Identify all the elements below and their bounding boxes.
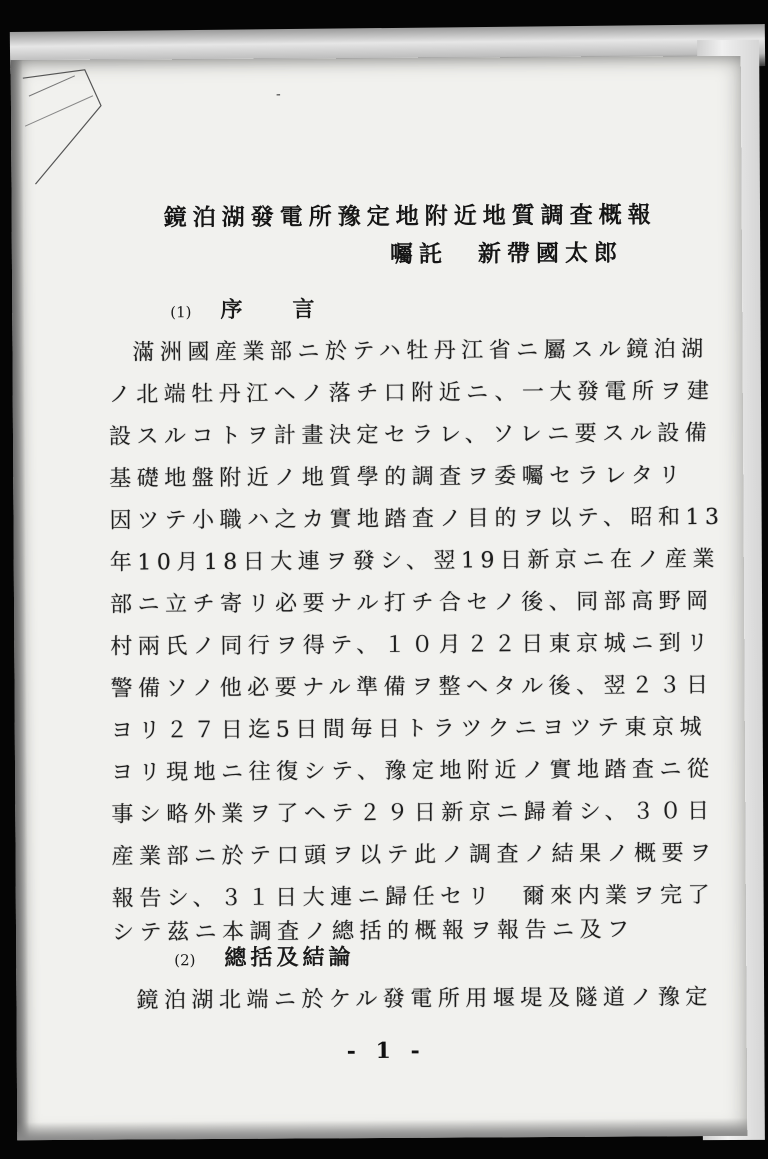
section-number: (2) [174,951,196,970]
body-line: 事シ略外業ヲ了ヘテ２９日新京ニ歸着シ、３０日 [111,798,715,828]
page-shadow-edge [11,60,30,1140]
section-number: (1) [170,303,192,322]
body-line: 産業部ニ於テ口頭ヲ以テ此ノ調査ノ結果ノ概要ヲ [111,840,717,870]
body-line: 村兩氏ノ同行ヲ得テ、１０月２２日東京城ニ到リ [110,630,714,660]
section-heading-summary [174,940,354,972]
body-line: ヨリ２７日迄5日間毎日トラツクニヨツテ東京城 [110,714,708,744]
body-line: 基礎地盤附近ノ地質學的調査ヲ委囑セラレタリ [109,463,686,492]
document-page [11,56,748,1140]
body-line: ノ北端牡丹江ヘノ落チ口附近ニ、一大發電所ヲ建 [108,378,715,408]
author-name: 新帶國太郎 [477,239,623,268]
section-title: 總括及結論 [224,944,355,971]
body-line: 部ニ立チ寄リ必要ナル打チ合セノ後、同部高野岡 [109,588,714,618]
pencil-corner-mark [15,66,106,187]
page-bottom-shadow [17,1118,747,1140]
report-title: 鏡泊湖發電所豫定地附近地質調査概報 [163,201,657,232]
author-line [390,235,623,269]
author-role: 囑託 [389,240,448,268]
body-line: シテ茲ニ本調査ノ總括的概報ヲ報告ニ及フ [111,917,635,946]
body-line: 滿洲國産業部ニ於テハ牡丹江省ニ屬スル鏡泊湖 [132,336,709,366]
header-dash: - [275,86,281,103]
body-line: 因ツテ小職ハ之カ實地踏査ノ目的ヲ以テ、昭和13 [109,504,725,534]
section-heading-preface [170,292,328,324]
body-line: ヨリ現地ニ往復シテ、豫定地附近ノ實地踏査ニ從 [110,756,715,786]
body-line: 設スルコトヲ計畫決定セラレ、ソレニ要スル設備 [108,420,713,450]
section-title: 序 言 [220,296,329,323]
page-number: - 1 - [346,1037,426,1065]
body-line: 報告シ、３１日大連ニ歸任セリ 爾來内業ヲ完了 [111,882,716,912]
body-line: 鏡泊湖北端ニ於ケル發電所用堰堤及隧道ノ豫定 [136,984,713,1014]
body-line: 年10月18日大連ヲ發シ、翌19日新京ニ在ノ産業 [109,546,721,576]
body-line: 警備ソノ他必要ナル準備ヲ整ヘタル後、翌２３日 [110,672,714,702]
